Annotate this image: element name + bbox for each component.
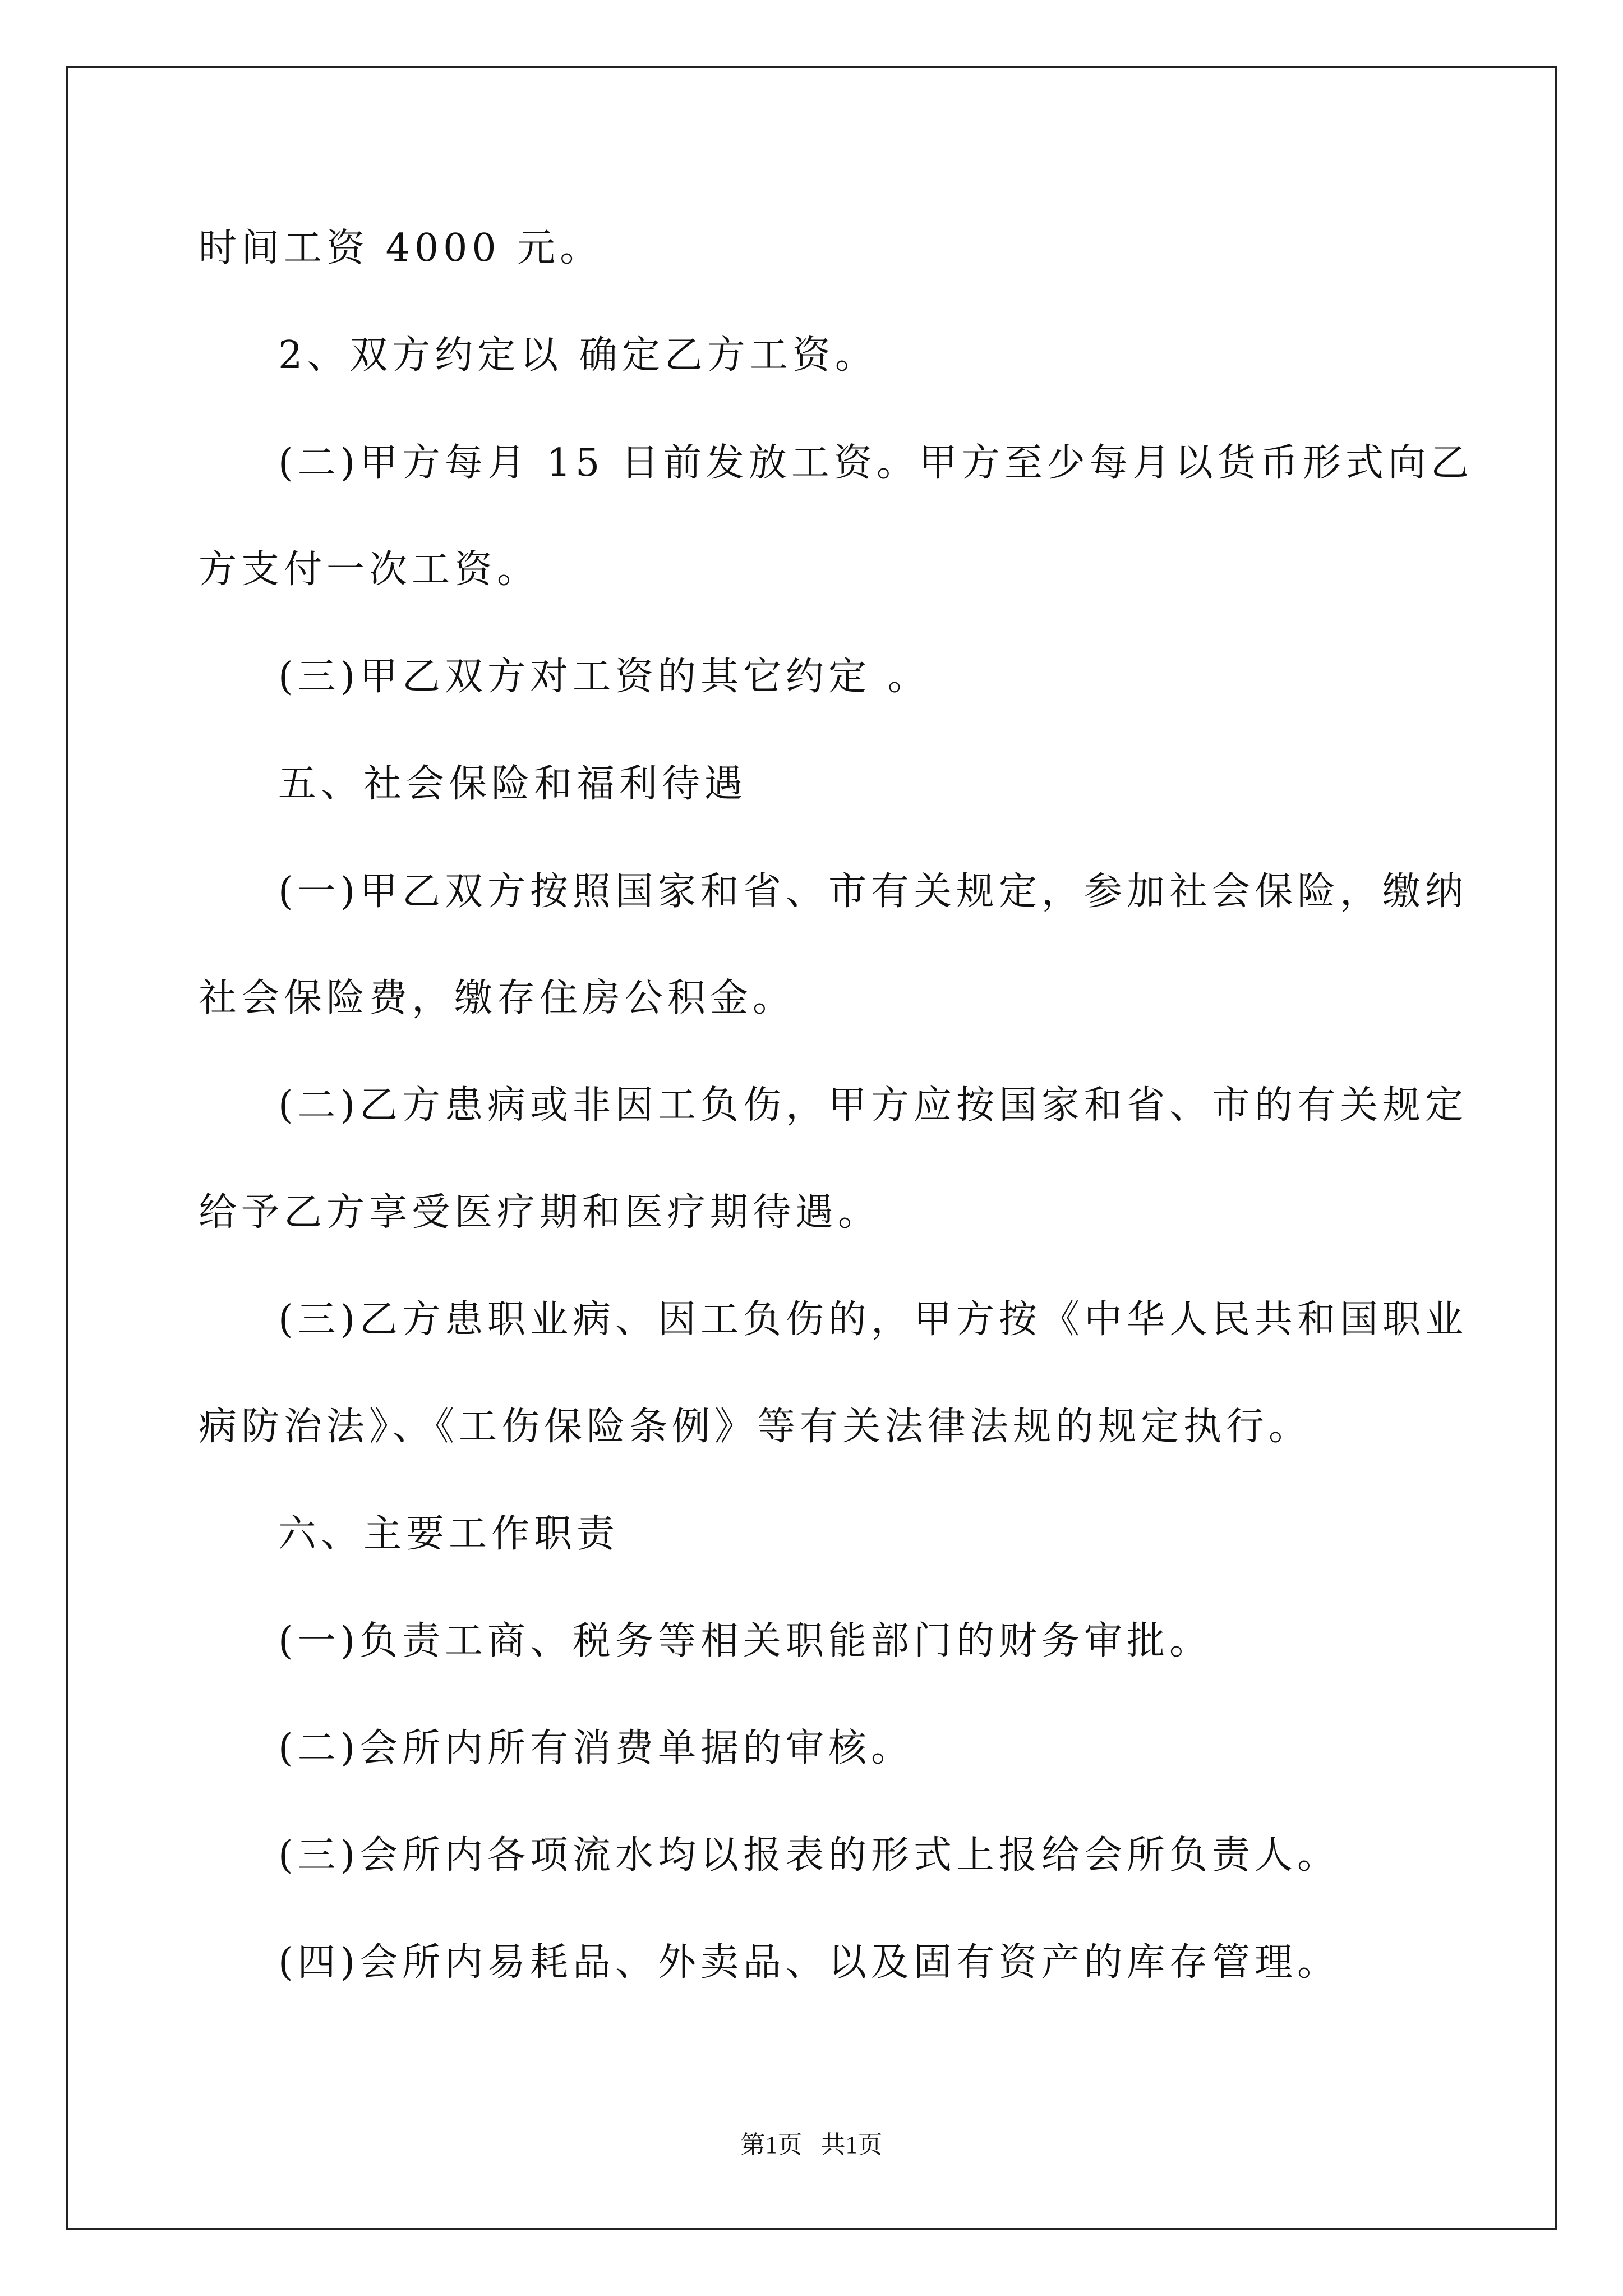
- page-footer: 第1页 共1页: [740, 2131, 883, 2159]
- text-line: 社会保险费，缴存住房公积金。: [199, 976, 796, 1020]
- text-line: (二)会所内所有消费单据的审核。: [278, 1726, 914, 1770]
- text-line: 2、双方约定以 确定乙方工资。: [278, 333, 878, 378]
- section-heading: 五、社会保险和福利待遇: [278, 762, 748, 806]
- text-line: 病防治法》、《工伤保险条例》等有关法律法规的规定执行。: [199, 1405, 1312, 1449]
- text-line: (一)负责工商、税务等相关职能部门的财务审批。: [278, 1619, 1212, 1663]
- text-line: 时间工资 4000 元。: [199, 226, 603, 270]
- text-line: 给予乙方享受医疗期和医疗期待遇。: [199, 1190, 881, 1235]
- text-line: (二)乙方患病或非因工负伤，甲方应按国家和省、市的有关规定: [278, 1083, 1468, 1128]
- text-line: (一)甲乙双方按照国家和省、市有关规定，参加社会保险，缴纳: [278, 869, 1468, 914]
- text-line: (三)甲乙双方对工资的其它约定 。: [278, 655, 930, 699]
- text-line: (四)会所内易耗品、外卖品、以及固有资产的库存管理。: [278, 1940, 1340, 1985]
- text-line: (三)乙方患职业病、因工负伤的，甲方按《中华人民共和国职业: [278, 1297, 1468, 1342]
- section-heading: 六、主要工作职责: [278, 1512, 620, 1556]
- text-line: (二)甲方每月 15 日前发放工资。甲方至少每月以货币形式向乙: [278, 441, 1473, 485]
- page-border: [66, 66, 1557, 2230]
- text-line: 方支付一次工资。: [199, 547, 540, 592]
- text-line: (三)会所内各项流水均以报表的形式上报给会所负责人。: [278, 1833, 1340, 1878]
